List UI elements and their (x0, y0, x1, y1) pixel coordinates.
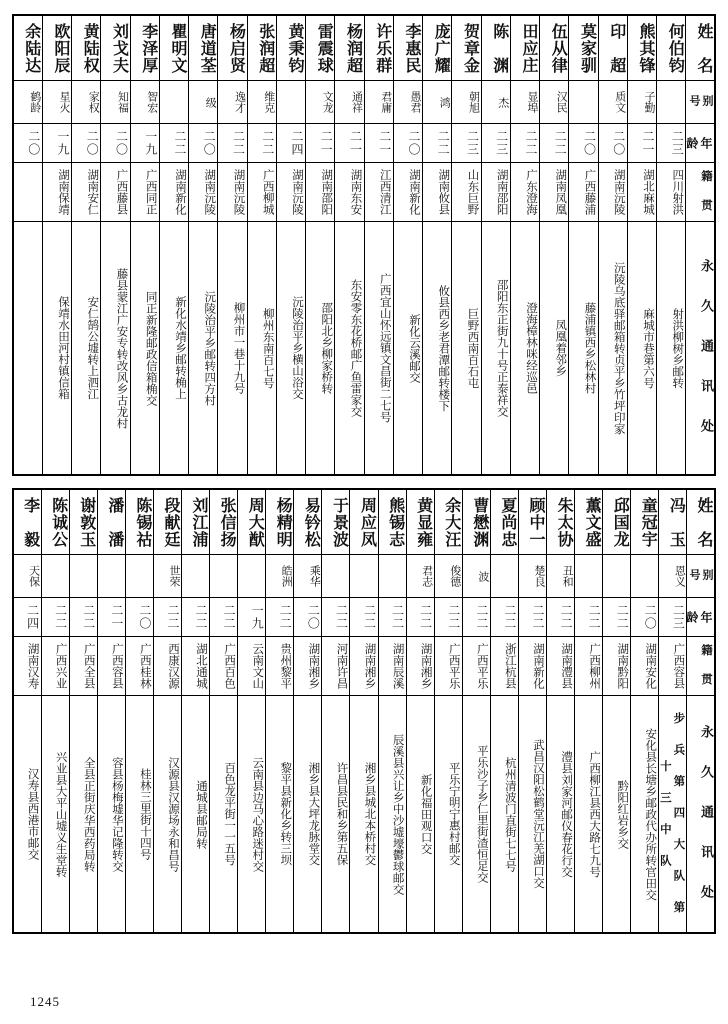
cell-native: 湖南澧县 (546, 637, 574, 696)
column-header-native-place: 籍 贯 (686, 163, 715, 222)
cell-age: 二二 (350, 598, 378, 637)
cell-native: 湖南新化 (518, 637, 546, 696)
cell-name: 陈 渊 (481, 15, 510, 81)
cell-name: 杨润超 (335, 15, 364, 81)
column-header-age: 年 龄 (687, 598, 715, 637)
cell-name: 贺章金 (452, 15, 481, 81)
cell-native: 广东澄海 (510, 163, 539, 222)
cell-native: 湖北麻城 (627, 163, 656, 222)
cell-alias: 君志 (406, 555, 434, 598)
cell-name: 伍从律 (540, 15, 569, 81)
cell-native: 湖南新化 (393, 163, 422, 222)
cell-address: 藤浦镇西乡松林村 (569, 222, 598, 476)
cell-address: 安化县长塘乡邮政代办所转官田交 (631, 696, 659, 934)
cell-alias: 显埠 (510, 81, 539, 124)
cell-age: 二〇 (393, 124, 422, 163)
cell-alias (350, 555, 378, 598)
cell-name: 余大汪 (434, 489, 462, 555)
cell-address: 云南县边马心路迷村交 (238, 696, 266, 934)
cell-alias: 星火 (42, 81, 71, 124)
cell-name: 李泽厚 (130, 15, 159, 81)
table-row-native-place (13, 637, 715, 696)
cell-name: 潘 潘 (97, 489, 125, 555)
cell-alias: 文龙 (306, 81, 335, 124)
cell-address (13, 222, 42, 476)
cell-address: 全县正街庆华西药局转 (69, 696, 97, 934)
cell-address: 许昌县民和乡第五保 (322, 696, 350, 934)
column-header-name: 姓 名 (686, 15, 715, 81)
cell-name: 黄陆权 (72, 15, 101, 81)
cell-name: 谢敦玉 (69, 489, 97, 555)
cell-alias: 子勤 (627, 81, 656, 124)
cell-age: 二三 (657, 124, 686, 163)
cell-name: 邱国龙 (603, 489, 631, 555)
cell-alias: 世荣 (153, 555, 181, 598)
column-header-alias: 别 号 (686, 81, 715, 124)
cell-native: 湖南新化 (159, 163, 188, 222)
column-header-address: 永 久 通 讯 处 (687, 696, 715, 934)
cell-native: 浙江杭县 (490, 637, 518, 696)
cell-alias (378, 555, 406, 598)
cell-name: 冯 玉 (659, 489, 687, 555)
cell-alias: 君庸 (364, 81, 393, 124)
cell-alias (181, 555, 209, 598)
cell-address: 澄海樟林咪经巡邑 (510, 222, 539, 476)
cell-age: 二二 (575, 598, 603, 637)
cell-name: 陈锡祜 (125, 489, 153, 555)
cell-native: 西康汉源 (153, 637, 181, 696)
cell-age: 二四 (13, 598, 41, 637)
roster-block-1 (12, 14, 716, 476)
cell-alias (159, 81, 188, 124)
cell-address: 藤县蒙江广安专转改风乡古龙村 (101, 222, 130, 476)
roster-table-2 (12, 488, 716, 934)
cell-age: 二三 (452, 124, 481, 163)
cell-native: 湖南沅陵 (276, 163, 305, 222)
cell-address: 湘乡县大坪龙脉堂交 (294, 696, 322, 934)
cell-native: 广西兴业 (41, 637, 69, 696)
cell-age: 二二 (603, 598, 631, 637)
cell-native: 广西柳州 (575, 637, 603, 696)
cell-native: 湖南东安 (335, 163, 364, 222)
cell-name: 张信扬 (210, 489, 238, 555)
cell-alias (657, 81, 686, 124)
cell-name: 周大猷 (238, 489, 266, 555)
cell-age: 二二 (434, 598, 462, 637)
cell-age: 二二 (69, 598, 97, 637)
cell-native: 广西平乐 (434, 637, 462, 696)
cell-age: 二二 (41, 598, 69, 637)
cell-age: 二一 (335, 124, 364, 163)
cell-native: 湖南攸县 (423, 163, 452, 222)
cell-address: 凤凰着邻乡 (540, 222, 569, 476)
cell-alias: 维克 (247, 81, 276, 124)
cell-alias: 楚良 (518, 555, 546, 598)
cell-address: 保靖水田河村镇信箱 (42, 222, 71, 476)
cell-native: 广西藤浦 (569, 163, 598, 222)
cell-alias (603, 555, 631, 598)
cell-name: 刘江浦 (181, 489, 209, 555)
cell-age: 二一 (97, 598, 125, 637)
cell-address: 沅陵治平乡邮转四方村 (189, 222, 218, 476)
cell-address: 新化云溪邮交 (393, 222, 422, 476)
cell-native: 广西容县 (659, 637, 687, 696)
cell-address: 容县杨梅墟华记隆转交 (97, 696, 125, 934)
cell-native: 湖南黔阳 (603, 637, 631, 696)
table-row-native-place (13, 163, 715, 222)
cell-name: 欧阳辰 (42, 15, 71, 81)
cell-age: 二三 (481, 124, 510, 163)
cell-native: 江西清江 (364, 163, 393, 222)
cell-native: 湖南沅陵 (189, 163, 218, 222)
cell-name: 庞广耀 (423, 15, 452, 81)
cell-address: 辰溪县兴让乡中沙墟壕鬱球邮交 (378, 696, 406, 934)
table-row-alias (13, 555, 715, 598)
cell-address: 湘乡县城北本桥村交 (350, 696, 378, 934)
cell-name: 曹懋渊 (462, 489, 490, 555)
cell-address: 百色龙平街一一五号 (210, 696, 238, 934)
cell-age: 二二 (540, 124, 569, 163)
cell-address: 邵阳东正街九十号正泰祥交 (481, 222, 510, 476)
cell-alias: 家权 (72, 81, 101, 124)
cell-address: 柳州东南百七号 (247, 222, 276, 476)
column-header-native-place: 籍 贯 (687, 637, 715, 696)
cell-native: 广西全县 (69, 637, 97, 696)
cell-name: 熊锡志 (378, 489, 406, 555)
cell-native: 湖南湘乡 (406, 637, 434, 696)
cell-age: 二二 (546, 598, 574, 637)
cell-address: 平乐宁明宁惠村邮交 (434, 696, 462, 934)
cell-alias: 质文 (598, 81, 627, 124)
cell-alias: 通祥 (335, 81, 364, 124)
cell-age: 一九 (42, 124, 71, 163)
page-number: 1245 (30, 994, 60, 1009)
cell-alias (631, 555, 659, 598)
cell-alias (125, 555, 153, 598)
cell-address: 邵阳北乡柳家桥转 (306, 222, 335, 476)
cell-alias (69, 555, 97, 598)
cell-name: 陈诚公 (41, 489, 69, 555)
cell-name: 童冠宇 (631, 489, 659, 555)
cell-alias (97, 555, 125, 598)
cell-age: 二二 (378, 598, 406, 637)
cell-address: 射洪柳树乡邮转 (657, 222, 686, 476)
cell-age: 二〇 (72, 124, 101, 163)
cell-alias: 皓洲 (266, 555, 294, 598)
cell-alias: 智宏 (130, 81, 159, 124)
cell-name: 黄秉钧 (276, 15, 305, 81)
cell-alias (322, 555, 350, 598)
cell-age: 二〇 (569, 124, 598, 163)
cell-address: 巨野西南百石屯 (452, 222, 481, 476)
cell-native: 广西藤县 (101, 163, 130, 222)
cell-alias: 愚君 (393, 81, 422, 124)
cell-name: 顾中一 (518, 489, 546, 555)
roster-block-2 (12, 488, 716, 934)
cell-name: 夏尚忠 (490, 489, 518, 555)
cell-address: 黔阳红岩乡交 (603, 696, 631, 934)
cell-alias: 鸿 (423, 81, 452, 124)
cell-name: 张润超 (247, 15, 276, 81)
cell-alias: 汉民 (540, 81, 569, 124)
cell-native: 湖南湘乡 (294, 637, 322, 696)
cell-native: 广西容县 (97, 637, 125, 696)
cell-address: 柳州市一巷十九号 (218, 222, 247, 476)
cell-address: 安仁鹄公墟转上泗江 (72, 222, 101, 476)
cell-age: 二二 (159, 124, 188, 163)
cell-address: 沅陵乌底驿邮箱转贞平乡竹坪印家 (598, 222, 627, 476)
column-header-alias: 别 号 (687, 555, 715, 598)
cell-age: 二二 (406, 598, 434, 637)
cell-address: 杭州清波门直街七七号 (490, 696, 518, 934)
cell-native: 广西百色 (210, 637, 238, 696)
cell-alias: 恩义 (659, 555, 687, 598)
cell-native: 广西平乐 (462, 637, 490, 696)
cell-name: 于景波 (322, 489, 350, 555)
cell-native: 湖北通城 (181, 637, 209, 696)
cell-name: 印 超 (598, 15, 627, 81)
cell-native: 湖南安化 (631, 637, 659, 696)
column-header-address: 永 久 通 讯 处 (686, 222, 715, 476)
cell-native: 湖南保靖 (42, 163, 71, 222)
cell-native: 湖南凤凰 (540, 163, 569, 222)
cell-address: 东安零东花桥邮广鱼雷家交 (335, 222, 364, 476)
cell-age: 一九 (238, 598, 266, 637)
table-row-alias (13, 81, 715, 124)
cell-alias: 朝旭 (452, 81, 481, 124)
cell-alias (575, 555, 603, 598)
cell-name: 何伯钧 (657, 15, 686, 81)
cell-alias: 乘华 (294, 555, 322, 598)
cell-age: 二二 (210, 598, 238, 637)
unit-label: 步 兵 第 四 大 队 第 十 三 中 队 (659, 696, 687, 934)
table-row-address (13, 222, 715, 476)
column-header-name: 姓 名 (687, 489, 715, 555)
cell-age: 二〇 (294, 598, 322, 637)
cell-native: 湖南沅陵 (598, 163, 627, 222)
cell-age: 二二 (423, 124, 452, 163)
cell-age: 二二 (518, 598, 546, 637)
cell-age: 二二 (490, 598, 518, 637)
cell-name: 杨启贤 (218, 15, 247, 81)
cell-address: 新化福田观口交 (406, 696, 434, 934)
cell-native: 广西桂林 (125, 637, 153, 696)
cell-address: 武昌汉阳松鹤堂沅江羌湖口交 (518, 696, 546, 934)
cell-native: 湖南湘乡 (350, 637, 378, 696)
cell-alias (276, 81, 305, 124)
cell-name: 薫文盛 (575, 489, 603, 555)
cell-native: 云南文山 (238, 637, 266, 696)
cell-address: 沅陵治平乡横山浴交 (276, 222, 305, 476)
cell-native: 湖南邵阳 (481, 163, 510, 222)
cell-address: 广西柳江县西大路七九号 (575, 696, 603, 934)
cell-address: 麻城市巷第六号 (627, 222, 656, 476)
cell-address: 同正新隆邮政信箱桷交 (130, 222, 159, 476)
table-row-address (13, 696, 715, 934)
cell-name: 李 毅 (13, 489, 41, 555)
table-row-age (13, 124, 715, 163)
cell-alias (569, 81, 598, 124)
cell-age: 二二 (247, 124, 276, 163)
cell-address: 平乐沙子乡仁里街渣恒足交 (462, 696, 490, 934)
cell-age: 二三 (659, 598, 687, 637)
cell-age: 二〇 (631, 598, 659, 637)
cell-native: 湖南邵阳 (306, 163, 335, 222)
cell-age: 二二 (322, 598, 350, 637)
cell-alias (41, 555, 69, 598)
cell-alias: 天保 (13, 555, 41, 598)
cell-age: 一九 (130, 124, 159, 163)
cell-name: 段献廷 (153, 489, 181, 555)
cell-alias (238, 555, 266, 598)
cell-alias: 波 (462, 555, 490, 598)
cell-native (13, 163, 42, 222)
cell-age: 二一 (364, 124, 393, 163)
cell-alias: 知福 (101, 81, 130, 124)
cell-address: 新化水靖乡邮转桷上 (159, 222, 188, 476)
cell-native: 湖南汉寿 (13, 637, 41, 696)
cell-age: 二二 (218, 124, 247, 163)
cell-age: 二二 (510, 124, 539, 163)
cell-native: 广西同正 (130, 163, 159, 222)
cell-native: 广西柳城 (247, 163, 276, 222)
cell-name: 余陆达 (13, 15, 42, 81)
cell-address: 通城县邮局转 (181, 696, 209, 934)
cell-native: 河南许昌 (322, 637, 350, 696)
cell-name: 熊其锋 (627, 15, 656, 81)
cell-age: 二〇 (598, 124, 627, 163)
cell-alias: 俊德 (434, 555, 462, 598)
cell-alias: 级 (189, 81, 218, 124)
cell-address: 桂林三里街十四号 (125, 696, 153, 934)
cell-alias: 逸才 (218, 81, 247, 124)
cell-address: 汉寿县西港市邮交 (13, 696, 41, 934)
cell-address: 兴业县大平山墟义生堂转 (41, 696, 69, 934)
cell-address: 澧县刘家河邮仪春花行交 (546, 696, 574, 934)
cell-name: 唐道荃 (189, 15, 218, 81)
cell-name: 瞿明文 (159, 15, 188, 81)
cell-address: 黎平县新化乡转三坝 (266, 696, 294, 934)
cell-address: 汉源县汉源场永和昌号 (153, 696, 181, 934)
cell-native: 湖南沅陵 (218, 163, 247, 222)
cell-name: 许乐群 (364, 15, 393, 81)
cell-alias: 杰 (481, 81, 510, 124)
table-row-age (13, 598, 715, 637)
cell-age: 二一 (306, 124, 335, 163)
cell-age: 二二 (266, 598, 294, 637)
cell-name: 周应凤 (350, 489, 378, 555)
cell-name: 易钤松 (294, 489, 322, 555)
cell-age: 二〇 (189, 124, 218, 163)
cell-name: 黄显雍 (406, 489, 434, 555)
cell-age: 二一 (627, 124, 656, 163)
column-header-age: 年 龄 (686, 124, 715, 163)
cell-alias: 鹤龄 (13, 81, 42, 124)
table-row-name (13, 15, 715, 81)
cell-native: 贵州黎平 (266, 637, 294, 696)
cell-alias (490, 555, 518, 598)
cell-address: 广西宜山怀远镇文昌街二七号 (364, 222, 393, 476)
cell-native: 湖南安仁 (72, 163, 101, 222)
table-row-name (13, 489, 715, 555)
cell-alias (210, 555, 238, 598)
cell-native: 山东巨野 (452, 163, 481, 222)
cell-name: 莫家驯 (569, 15, 598, 81)
cell-alias: 丑和 (546, 555, 574, 598)
cell-age: 二〇 (13, 124, 42, 163)
cell-age: 二〇 (125, 598, 153, 637)
cell-name: 李惠民 (393, 15, 422, 81)
cell-name: 朱太协 (546, 489, 574, 555)
cell-name: 刘戈夫 (101, 15, 130, 81)
cell-age: 二二 (153, 598, 181, 637)
cell-name: 雷震球 (306, 15, 335, 81)
cell-native: 湖南辰溪 (378, 637, 406, 696)
cell-age: 二二 (181, 598, 209, 637)
cell-age: 二二 (462, 598, 490, 637)
cell-age: 二〇 (101, 124, 130, 163)
cell-name: 杨精明 (266, 489, 294, 555)
cell-name: 田应庄 (510, 15, 539, 81)
cell-address: 攸县西乡老君潭邮转楼下 (423, 222, 452, 476)
cell-native: 四川射洪 (657, 163, 686, 222)
cell-age: 二四 (276, 124, 305, 163)
roster-table-1 (12, 14, 716, 476)
